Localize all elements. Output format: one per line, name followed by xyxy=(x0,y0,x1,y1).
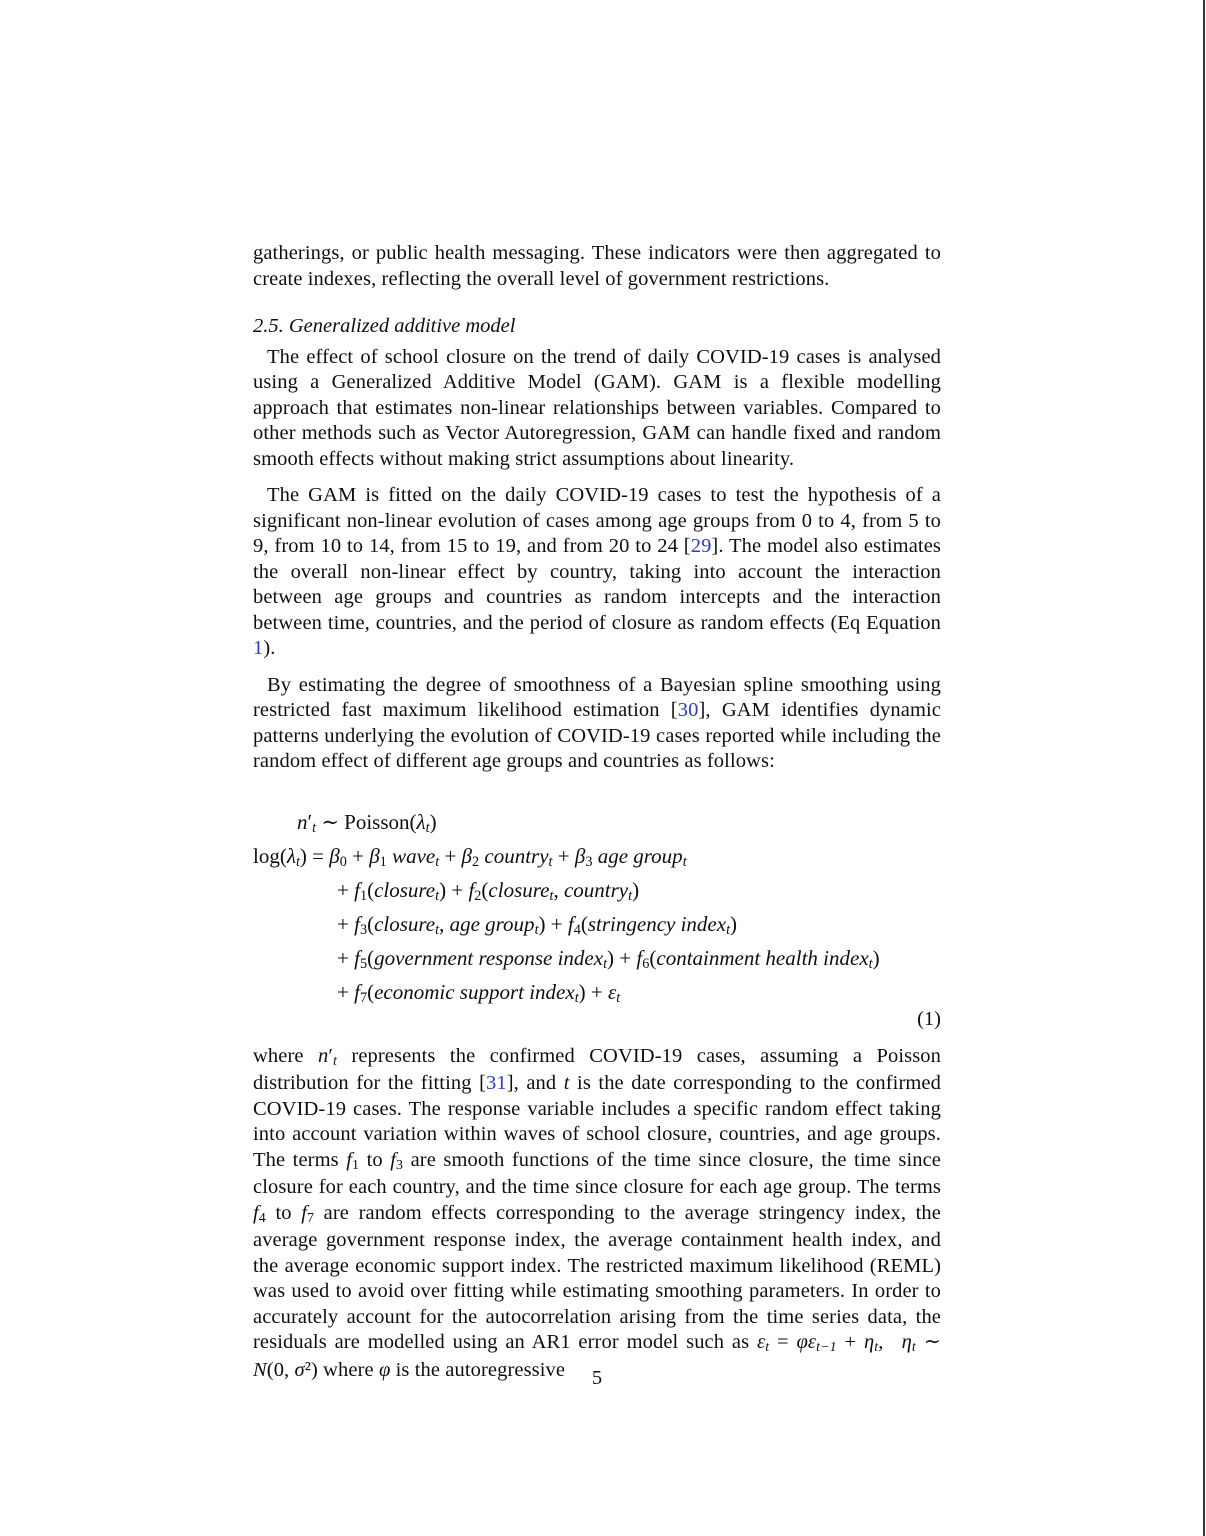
equation-block xyxy=(253,807,941,1032)
text-run: ′ xyxy=(328,1044,333,1067)
text-run: ε xyxy=(608,979,617,1004)
text-run: t xyxy=(332,1053,337,1069)
text-run: , xyxy=(553,877,564,902)
text-run: 3 xyxy=(359,921,368,938)
text-run: β xyxy=(574,843,586,868)
text-run: ε xyxy=(757,1331,766,1353)
text-run: f xyxy=(354,979,360,1004)
text-run: where xyxy=(253,1044,319,1067)
text-run: ( xyxy=(367,877,375,902)
text-run: t xyxy=(548,853,553,870)
text-run: t xyxy=(911,1340,916,1356)
text-run: f xyxy=(301,1201,307,1224)
text-run: + xyxy=(337,979,355,1004)
text-run: t xyxy=(563,1072,570,1094)
text-run: is the autoregressive xyxy=(390,1358,566,1381)
text-run: + xyxy=(439,843,462,868)
text-run: 2 xyxy=(472,853,480,870)
text-run: log( xyxy=(253,843,287,868)
text-run: t xyxy=(534,921,539,938)
text-run: stringency index xyxy=(587,911,727,936)
text-run: 3 xyxy=(396,1157,404,1173)
text-run: ( xyxy=(367,911,375,936)
text-run: economic support index xyxy=(374,979,575,1004)
text-run: ) + xyxy=(439,877,469,902)
text-run: ) + xyxy=(578,979,609,1004)
text-run: 1 xyxy=(359,887,368,904)
text-run: + xyxy=(337,945,355,970)
text-run: σ xyxy=(294,1358,305,1381)
text-run: = xyxy=(769,1331,797,1353)
text-run: to xyxy=(359,1148,391,1171)
text-run: φ xyxy=(378,1358,391,1381)
text-run: β xyxy=(461,843,472,868)
text-run: 2 xyxy=(474,887,482,904)
text-run: η xyxy=(863,1331,875,1353)
text-run: ], GAM identifies dynamic patterns underlying the evolution of COVID-19 cases reported while including the random effect of different age groups and countries as follows: xyxy=(253,699,941,772)
text-run: t−1 xyxy=(816,1340,837,1356)
text-run: ) xyxy=(632,877,640,902)
text-run: φ xyxy=(796,1331,808,1353)
text-run: f xyxy=(567,911,574,936)
text-run: t xyxy=(616,989,621,1006)
text-run: t xyxy=(868,955,873,972)
text-run: ²) where xyxy=(304,1358,379,1381)
text-run: gatherings, or public health messaging. These indicators were then aggregated to create indexes, reflecting the overall level of government restrictions. xyxy=(253,242,941,290)
section-heading-2-5: 2.5. Generalized additive model xyxy=(253,315,516,337)
text-run: f xyxy=(468,877,475,902)
text-run: 4 xyxy=(258,1210,266,1226)
text-run: 1 xyxy=(352,1157,360,1173)
text-run: ∼ Poisson( xyxy=(316,809,417,834)
text-run: 7 xyxy=(359,989,368,1006)
text-run: 3 xyxy=(585,853,593,870)
text-run: ) xyxy=(730,911,738,936)
text-run: 0 xyxy=(339,853,347,870)
page-edge-line xyxy=(1203,0,1205,1536)
text-run: ]. The model also estimates the overall non-linear effect by country, taking into account the interaction between age groups and countries as random intercepts and the interaction between time, countries, and the period of closure as random effects (Eq Equation xyxy=(253,535,941,634)
text-run: f xyxy=(346,1148,352,1171)
paragraph-intro-continuation xyxy=(253,241,941,292)
text-run: By estimating the degree of smoothness of a Bayesian spline smoothing using restricted fast maximum likelihood estimation [ xyxy=(253,673,941,721)
text-run: β xyxy=(329,843,340,868)
equation-line-log-lambda xyxy=(253,841,941,875)
paragraph-bayesian-spline xyxy=(253,673,941,775)
text-run: λ xyxy=(416,809,426,834)
text-run: ( xyxy=(367,979,375,1004)
text-run: The effect of school closure on the trend of daily COVID-19 cases is analysed using a Generalized Additive Model (GAM). GAM is a flexible modelling approach that estimates non-linear relationships between variables. Compared to other methods such as Vector Autoregression, GAM can handle fixed and random smooth effects without making strict assumptions about linearity. xyxy=(253,345,941,470)
text-run: + xyxy=(337,877,355,902)
text-run: 6 xyxy=(642,955,650,972)
text-run: f xyxy=(354,911,360,936)
text-run: closure xyxy=(488,877,550,902)
text-run: η xyxy=(901,1331,912,1353)
text-run: country xyxy=(484,843,549,868)
text-run: f xyxy=(354,945,360,970)
page-number: 5 xyxy=(591,1367,603,1389)
text-run: wave xyxy=(392,843,436,868)
citation-31[interactable]: 31 xyxy=(486,1072,507,1094)
text-run: , xyxy=(878,1331,902,1353)
equation-number: (1) xyxy=(917,1007,941,1030)
text-run: t xyxy=(435,887,440,904)
text-run: + xyxy=(552,843,575,868)
text-run: ) xyxy=(429,809,437,834)
text-run: 7 xyxy=(307,1210,315,1226)
text-run: age group xyxy=(597,843,683,868)
paragraph-model-explanation xyxy=(253,1044,941,1384)
text-run: t xyxy=(425,819,430,836)
text-run: t xyxy=(312,819,317,836)
text-run: (0, xyxy=(266,1358,295,1381)
text-run: 5 xyxy=(359,955,368,972)
text-run: ∼ xyxy=(915,1331,941,1353)
text-run: t xyxy=(628,887,633,904)
text-run: ) + xyxy=(607,945,637,970)
text-run: government response index xyxy=(374,945,604,970)
text-run: represents the confirmed COVID-19 cases, assuming a Poisson distribution for the fitting [ xyxy=(253,1044,941,1094)
equation-line-f3-f4 xyxy=(253,909,941,943)
text-run: are smooth functions of the time since closure, the time since closure for each country, and the time since closure for each age group. The terms xyxy=(253,1148,941,1198)
citation-29[interactable]: 29 xyxy=(690,535,712,557)
text-run: + xyxy=(836,1331,864,1353)
text-run: ( xyxy=(580,911,588,936)
text-run: t xyxy=(726,921,731,938)
equation-line-f5-f6 xyxy=(253,943,941,977)
text-column xyxy=(253,241,941,1383)
text-run: ) = xyxy=(299,843,330,868)
text-run: f xyxy=(390,1148,397,1171)
text-run: t xyxy=(603,955,608,972)
text-run: ). xyxy=(263,637,276,659)
text-run: ( xyxy=(649,945,657,970)
text-run: The GAM is fitted on the daily COVID-19 cases to test the hypothesis of a significant non-linear evolution of cases among age groups from 0 to 4, from 5 to 9, from 10 to 14, from 15 to 19, and from 20 to 24 [ xyxy=(253,484,941,557)
text-run: + xyxy=(337,911,355,936)
text-run: closure xyxy=(374,877,436,902)
text-run: f xyxy=(354,877,360,902)
text-run: ε xyxy=(807,1331,817,1353)
text-run: is the date corresponding to the confirmed COVID-19 cases. The response variable includes a specific random effect taking into account variation within waves of school closure, countries, and age groups. The terms xyxy=(253,1072,941,1171)
equation-ref-1[interactable]: 1 xyxy=(253,637,264,659)
text-run: ( xyxy=(367,945,375,970)
text-run: t xyxy=(435,853,440,870)
equation-line-poisson xyxy=(253,807,941,841)
text-run: N xyxy=(253,1358,267,1381)
text-run: λ xyxy=(286,843,296,868)
text-run: 4 xyxy=(573,921,581,938)
text-run: closure xyxy=(374,911,436,936)
text-run: + xyxy=(346,843,370,868)
text-run: f xyxy=(253,1201,259,1224)
text-run: n xyxy=(297,809,308,834)
text-run: t xyxy=(435,921,440,938)
text-run: age group xyxy=(449,911,535,936)
text-run: ) xyxy=(872,945,880,970)
paragraph-gam-fitting xyxy=(253,483,941,662)
equation-line-f1-f2 xyxy=(253,875,941,909)
text-run: ], and xyxy=(506,1072,564,1094)
text-run: are random effects corresponding to the average stringency index, the average government response index, the average containment health index, and the average economic support index. The restricted maximum likelihood (REML) was used to avoid over fitting while estimating smoothing parameters. In order to accurately account for the autocorrelation arising from the time series data, the residuals are modelled using an AR1 error model such as xyxy=(253,1201,941,1353)
text-run: to xyxy=(265,1201,302,1224)
text-run: t xyxy=(549,887,554,904)
text-run: β xyxy=(369,843,380,868)
text-run: ) + xyxy=(538,911,568,936)
citation-30[interactable]: 30 xyxy=(677,699,699,721)
text-run: t xyxy=(574,989,579,1006)
text-run: t xyxy=(765,1340,770,1356)
text-run: containment health index xyxy=(656,945,869,970)
equation-line-f7-error xyxy=(253,977,941,1011)
text-run: ( xyxy=(481,877,489,902)
text-run: t xyxy=(295,853,300,870)
text-run: country xyxy=(563,877,629,902)
text-run: f xyxy=(636,945,643,970)
text-run: t xyxy=(874,1340,879,1356)
text-run: ′ xyxy=(307,809,313,834)
text-run: n xyxy=(318,1044,329,1067)
text-run: t xyxy=(682,853,687,870)
text-run: 1 xyxy=(379,853,387,870)
text-run: , xyxy=(439,911,450,936)
paragraph-gam-overview xyxy=(253,345,941,473)
